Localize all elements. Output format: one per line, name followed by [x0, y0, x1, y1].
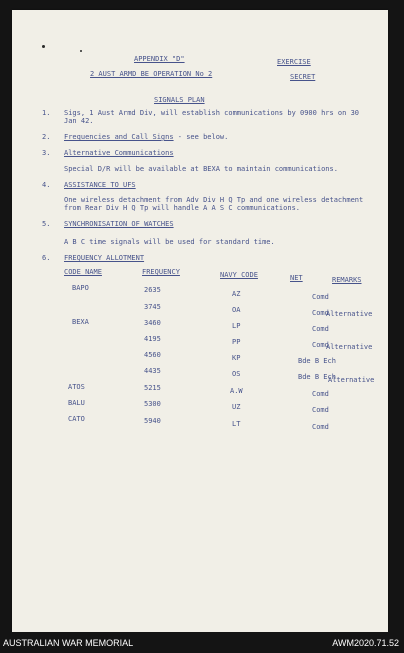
cell-remarks: Alternative: [326, 343, 373, 351]
section-text: Special D/R will be available at BEXA to maintain communications.: [64, 165, 338, 173]
cell-net: Comd: [312, 325, 329, 333]
cell-navy-code: KP: [232, 354, 241, 362]
plan-title: SIGNALS PLAN: [154, 96, 205, 104]
cell-navy-code: A.W: [230, 387, 243, 395]
punch-hole: [42, 45, 45, 48]
cell-navy-code: LP: [232, 322, 241, 330]
section-heading: Frequencies and Call Signs: [64, 133, 174, 141]
footer-accession-number: AWM2020.71.52: [332, 638, 399, 648]
section-number: 5.: [42, 220, 51, 228]
cell-frequency: 5940: [144, 417, 161, 425]
section-text: A B C time signals will be used for standard time.: [64, 238, 275, 246]
cell-remarks: Alternative: [328, 376, 375, 384]
order-title: 2 AUST ARMD BE OPERATION No 2: [90, 70, 213, 78]
column-header: NAVY CODE: [220, 271, 258, 279]
cell-frequency: 5215: [144, 384, 161, 392]
cell-frequency: 2635: [144, 286, 161, 294]
section-line: [64, 133, 228, 141]
cell-code: ATOS: [68, 383, 85, 391]
cell-frequency: 4560: [144, 351, 161, 359]
cell-navy-code: AZ: [232, 290, 241, 298]
section-number: 6.: [42, 254, 51, 262]
column-header: REMARKS: [332, 276, 362, 284]
column-header: FREQUENCY: [142, 268, 180, 276]
section-text: One wireless detachment from Adv Div H Q Tp and one wireless detachment from Rear Div H Q Tp will handle A A S C communications.: [64, 196, 364, 212]
section-heading: FREQUENCY ALLOTMENT: [64, 254, 145, 262]
section-heading: SYNCHRONISATION OF WATCHES: [64, 220, 174, 228]
section-number: 3.: [42, 149, 51, 157]
cell-net: Comd: [312, 309, 329, 317]
cell-frequency: 4435: [144, 367, 161, 375]
cell-code: BEXA: [72, 318, 89, 326]
section-number: 1.: [42, 109, 51, 117]
cell-net: Comd: [312, 423, 329, 431]
punch-hole: [80, 50, 82, 52]
cell-net: Bde B Ech: [298, 357, 336, 365]
cell-net: Comd: [312, 390, 329, 398]
cell-frequency: 4195: [144, 335, 161, 343]
document-page: [12, 10, 388, 632]
cell-code: BALU: [68, 399, 85, 407]
section-heading: ASSISTANCE TO UFS: [64, 181, 136, 189]
cell-navy-code: LT: [232, 420, 241, 428]
cell-net: Comd: [312, 341, 329, 349]
cell-code: BAPO: [72, 284, 89, 292]
cell-frequency: 3745: [144, 303, 161, 311]
cell-frequency: 3460: [144, 319, 161, 327]
appendix-title: APPENDIX "D": [134, 55, 185, 63]
section-number: 2.: [42, 133, 51, 141]
section-heading: Alternative Communications: [64, 149, 174, 157]
cell-frequency: 5300: [144, 400, 161, 408]
column-header: CODE NAME: [64, 268, 102, 276]
cell-remarks: Alternative: [326, 310, 373, 318]
section-number: 4.: [42, 181, 51, 189]
section-text: - see below.: [173, 133, 229, 141]
column-header: NET: [290, 274, 303, 282]
cell-net: Bde B Ech: [298, 373, 336, 381]
cell-code: CATO: [68, 415, 85, 423]
section-text: Sigs, 1 Aust Armd Div, will establish communications by 0900 hrs on 30 Jan 42.: [64, 109, 360, 125]
secret-label: SECRET: [290, 73, 316, 81]
cell-navy-code: OS: [232, 370, 241, 378]
cell-navy-code: PP: [232, 338, 241, 346]
exercise-label: EXERCISE: [277, 58, 311, 66]
cell-navy-code: UZ: [232, 403, 241, 411]
footer-bar: [0, 632, 404, 653]
cell-net: Comd: [312, 293, 329, 301]
footer-institution: AUSTRALIAN WAR MEMORIAL: [3, 638, 134, 648]
cell-navy-code: OA: [232, 306, 241, 314]
cell-net: Comd: [312, 406, 329, 414]
